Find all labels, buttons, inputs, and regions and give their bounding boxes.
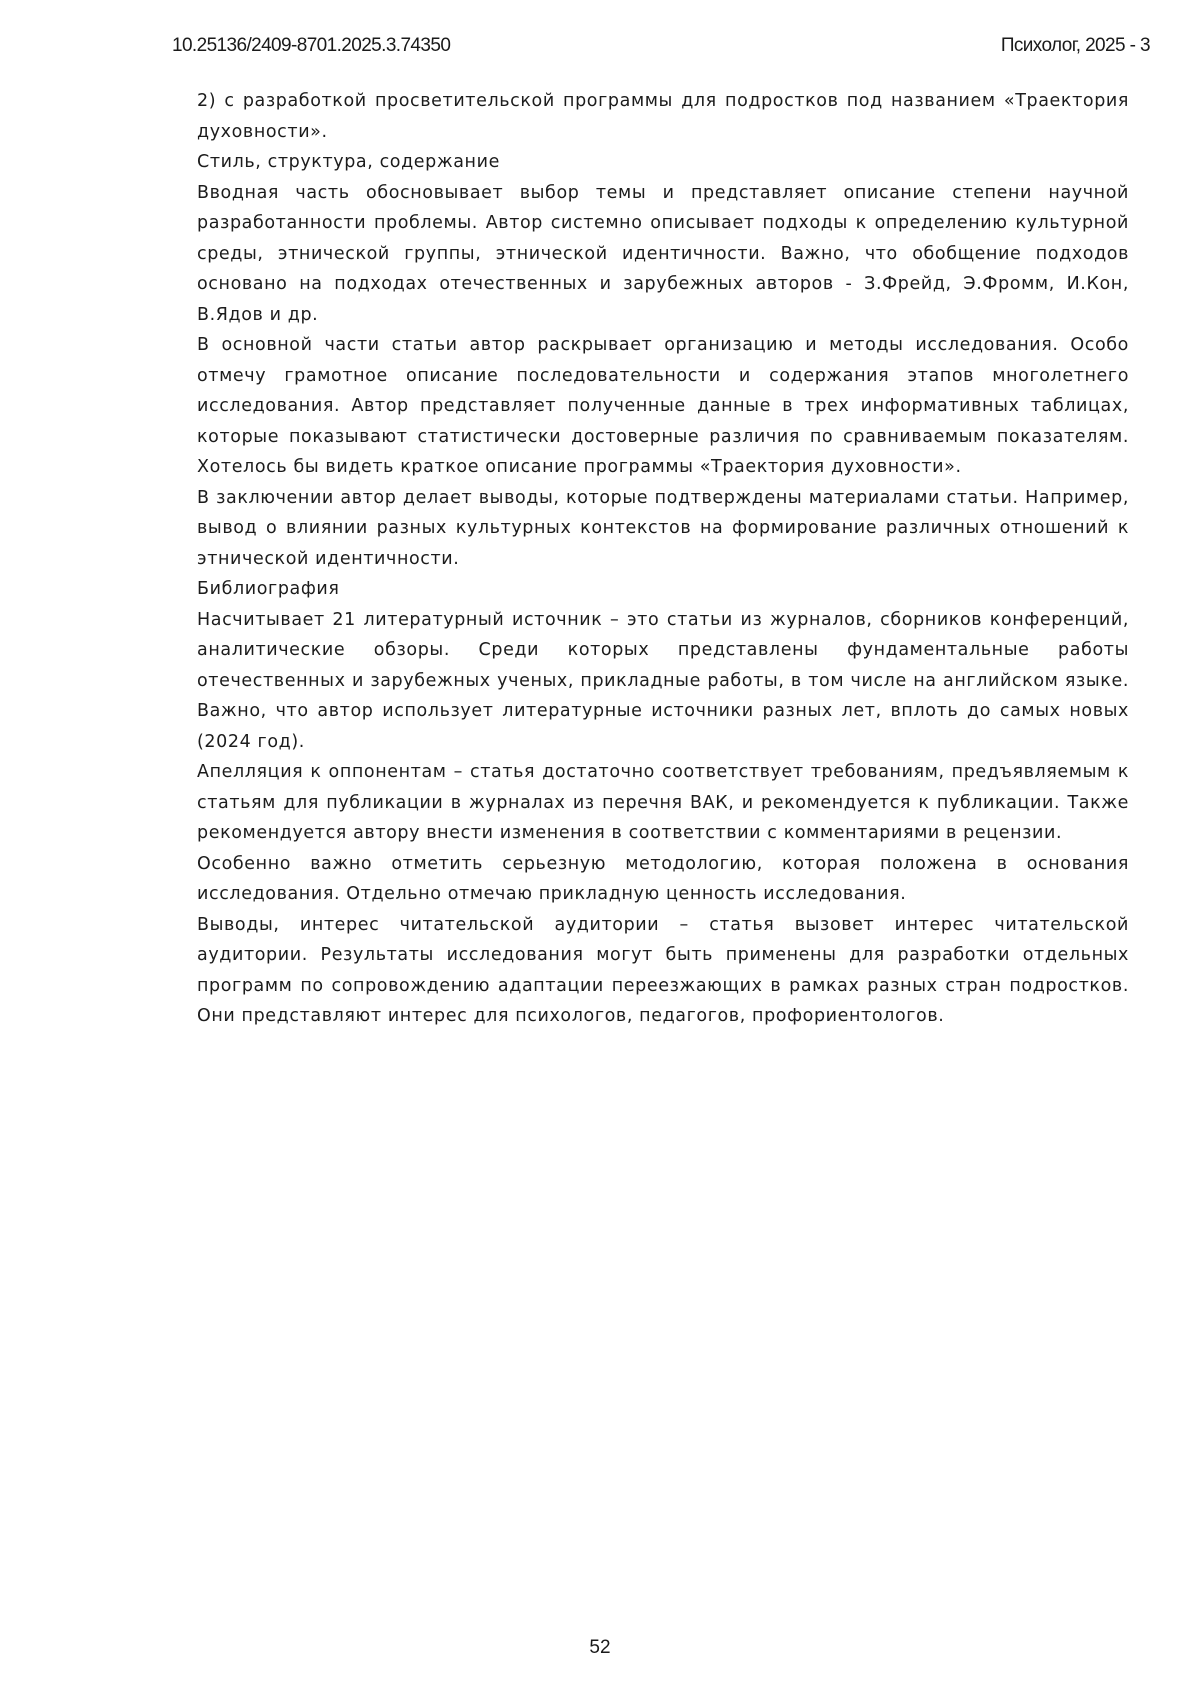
paragraph-methodology: Особенно важно отметить серьезную методологию, которая положена в основания исследования. Отдельно отмечаю прикладную ценность исследования. [197,853,1129,904]
paragraph-main-part: В основной части статьи автор раскрывает организацию и методы исследования. Особо отмечу грамотное описание последовательности и содержания этапов многолетнего исследования. Автор представляет полученные данные в трех информативных таблицах, которые показывают статистически достоверные различия по сравниваемым показателям. Хотелось бы видеть краткое описание программы «Траектория духовности». [197,335,1129,477]
doi-identifier: 10.25136/2409-8701.2025.3.74350 [172,35,451,56]
review-body [197,86,1129,1032]
page-header [172,35,1150,61]
section-heading-style: Стиль, структура, содержание [197,152,500,172]
paragraph-appeal: Апелляция к оппонентам – статья достаточно соответствует требованиям, предъявляемым к статьям для публикации в журналах из перечня ВАК, и рекомендуется к публикации. Также рекомендуется автору внести изменения в соответствии с комментариями в рецензии. [197,762,1129,843]
paragraph-audience: Выводы, интерес читательской аудитории – статья вызовет интерес читательской аудитории. Результаты исследования могут быть применены для разработки отдельных программ по сопровождению адаптации переезжающих в рамках разных стран подростков. Они представляют интерес для психологов, педагогов, профориентологов. [197,914,1129,1026]
paragraph-conclusion: В заключении автор делает выводы, которые подтверждены материалами статьи. Например, вывод о влиянии разных культурных контекстов на формирование различных отношений к этнической идентичности. [197,487,1129,569]
section-heading-bibliography: Библиография [197,579,340,599]
journal-issue: Психолог, 2025 - 3 [1000,35,1150,56]
paragraph-introduction: Вводная часть обосновывает выбор темы и представляет описание степени научной разработанности проблемы. Автор системно описывает подходы к определению культурной среды, этнической группы, этнической идентичности. Важно, что обобщение подходов основано на подходах отечественных и зарубежных авторов - З.Фрейд, Э.Фромм, И.Кон, В.Ядов и др. [197,182,1129,325]
paragraph-program: 2) с разработкой просветительской программы для подростков под названием «Траектория духовности». [197,91,1129,142]
page-number: 52 [589,1637,611,1658]
paragraph-bibliography: Насчитывает 21 литературный источник – это статьи из журналов, сборников конференций, аналитические обзоры. Среди которых представлены фундаментальные работы отечественных и зарубежных ученых, прикладные работы, в том числе на английском языке. Важно, что автор использует литературные источники разных лет, вплоть до самых новых (2024 год). [197,609,1129,752]
